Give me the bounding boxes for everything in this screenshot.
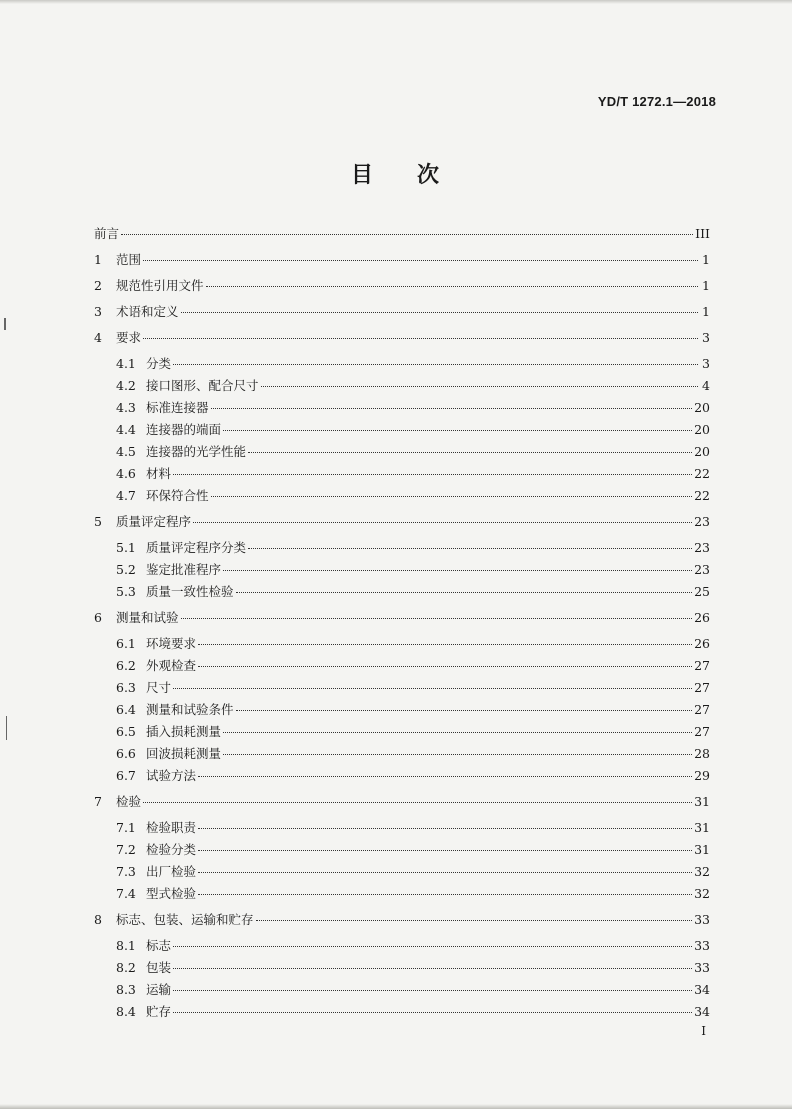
toc-entry-label: 型式检验 bbox=[146, 886, 197, 901]
toc-entry-page: 23 bbox=[694, 514, 710, 529]
toc-entry-label: 标志 bbox=[146, 938, 172, 953]
toc-leader-dots bbox=[173, 946, 692, 947]
toc-leader-dots bbox=[198, 872, 692, 873]
toc-leader-dots bbox=[223, 732, 692, 733]
toc-leader-dots bbox=[198, 828, 692, 829]
toc-entry-page: 22 bbox=[694, 466, 710, 481]
toc-entry-label: 分类 bbox=[146, 356, 172, 371]
toc-entry-number: 6.7 bbox=[116, 768, 136, 783]
toc-entry-page: 28 bbox=[694, 746, 710, 761]
toc-entry-page: 23 bbox=[694, 540, 710, 555]
toc-entry[interactable] bbox=[94, 398, 710, 420]
toc-entry-page: 22 bbox=[694, 488, 710, 503]
toc-entry-label: 标志、包装、运输和贮存 bbox=[116, 912, 254, 927]
toc-entry[interactable] bbox=[94, 936, 710, 958]
toc-entry[interactable] bbox=[94, 464, 710, 486]
toc-entry-page: 26 bbox=[694, 636, 710, 651]
toc-entry-page: 20 bbox=[694, 444, 710, 459]
toc-entry-label: 连接器的端面 bbox=[146, 422, 222, 437]
toc-entry-page: 1 bbox=[702, 252, 710, 267]
toc-entry-page: 27 bbox=[694, 680, 710, 695]
page-number: I bbox=[701, 1024, 706, 1038]
toc-entry-label: 前言 bbox=[94, 226, 120, 241]
toc-entry-number: 7.3 bbox=[116, 864, 136, 879]
toc-entry-page: 20 bbox=[694, 422, 710, 437]
toc-entry[interactable] bbox=[94, 910, 710, 932]
toc-entry[interactable] bbox=[94, 722, 710, 744]
toc-entry-number: 5.1 bbox=[116, 540, 136, 555]
toc-entry[interactable] bbox=[94, 608, 710, 630]
toc-entry-page: 34 bbox=[694, 1004, 710, 1019]
toc-leader-dots bbox=[248, 548, 692, 549]
toc-entry-label: 检验职责 bbox=[146, 820, 197, 835]
toc-entry-page: 23 bbox=[694, 562, 710, 577]
toc-entry[interactable] bbox=[94, 442, 710, 464]
toc-leader-dots bbox=[173, 364, 698, 365]
toc-entry-number: 7.1 bbox=[116, 820, 136, 835]
toc-leader-dots bbox=[223, 570, 692, 571]
toc-entry-label: 出厂检验 bbox=[146, 864, 197, 879]
toc-leader-dots bbox=[173, 968, 692, 969]
toc-entry-page: 1 bbox=[702, 278, 710, 293]
scan-edge-bottom bbox=[0, 1104, 792, 1109]
toc-entry[interactable] bbox=[94, 862, 710, 884]
toc-leader-dots bbox=[256, 920, 693, 921]
toc-entry-label: 质量评定程序 bbox=[116, 514, 192, 529]
toc-entry[interactable] bbox=[94, 766, 710, 788]
toc-entry-number: 7 bbox=[94, 794, 102, 809]
table-of-contents bbox=[94, 224, 710, 1024]
toc-entry[interactable] bbox=[94, 224, 710, 246]
toc-entry-label: 鉴定批准程序 bbox=[146, 562, 222, 577]
toc-entry-label: 环境要求 bbox=[146, 636, 197, 651]
scan-artifact bbox=[6, 716, 7, 740]
toc-entry-label: 标准连接器 bbox=[146, 400, 209, 415]
toc-entry[interactable] bbox=[94, 656, 710, 678]
toc-entry-page: 29 bbox=[694, 768, 710, 783]
toc-entry-label: 外观检查 bbox=[146, 658, 197, 673]
toc-entry-number: 8.2 bbox=[116, 960, 136, 975]
toc-entry-number: 4.2 bbox=[116, 378, 136, 393]
toc-entry-number: 4.3 bbox=[116, 400, 136, 415]
toc-leader-dots bbox=[198, 666, 692, 667]
toc-entry-number: 8 bbox=[94, 912, 102, 927]
toc-entry[interactable] bbox=[94, 980, 710, 1002]
toc-entry[interactable] bbox=[94, 512, 710, 534]
toc-entry-number: 2 bbox=[94, 278, 102, 293]
toc-leader-dots bbox=[143, 802, 692, 803]
toc-leader-dots bbox=[193, 522, 692, 523]
toc-entry-page: 31 bbox=[694, 842, 710, 857]
page-title bbox=[0, 158, 792, 189]
toc-entry-number: 4.7 bbox=[116, 488, 136, 503]
toc-entry-number: 6.6 bbox=[116, 746, 136, 761]
toc-entry-label: 质量评定程序分类 bbox=[146, 540, 247, 555]
toc-entry-number: 8.1 bbox=[116, 938, 136, 953]
toc-entry-label: 尺寸 bbox=[146, 680, 172, 695]
toc-entry-number: 5 bbox=[94, 514, 102, 529]
title-char-1: 目 bbox=[350, 163, 375, 188]
toc-entry-label: 术语和定义 bbox=[116, 304, 179, 319]
toc-leader-dots bbox=[236, 710, 693, 711]
toc-entry-label: 试验方法 bbox=[146, 768, 197, 783]
toc-leader-dots bbox=[173, 474, 692, 475]
toc-entry[interactable] bbox=[94, 250, 710, 272]
toc-leader-dots bbox=[223, 430, 692, 431]
toc-entry-label: 插入损耗测量 bbox=[146, 724, 222, 739]
toc-leader-dots bbox=[236, 592, 693, 593]
toc-entry-number: 7.4 bbox=[116, 886, 136, 901]
document-code: YD/T 1272.1—2018 bbox=[597, 94, 716, 109]
toc-entry-number: 4.6 bbox=[116, 466, 136, 481]
toc-entry-page: 27 bbox=[694, 724, 710, 739]
toc-entry-label: 范围 bbox=[116, 252, 142, 267]
toc-entry-number: 4.4 bbox=[116, 422, 136, 437]
toc-entry-label: 质量一致性检验 bbox=[146, 584, 234, 599]
toc-leader-dots bbox=[211, 496, 693, 497]
toc-entry-page: 25 bbox=[694, 584, 710, 599]
toc-leader-dots bbox=[143, 338, 698, 339]
toc-entry-label: 接口图形、配合尺寸 bbox=[146, 378, 259, 393]
toc-entry-number: 5.3 bbox=[116, 584, 136, 599]
toc-entry-label: 运输 bbox=[146, 982, 172, 997]
toc-entry[interactable] bbox=[94, 302, 710, 324]
toc-entry-label: 测量和试验条件 bbox=[146, 702, 234, 717]
toc-entry-page: 3 bbox=[702, 330, 710, 345]
toc-entry[interactable] bbox=[94, 376, 710, 398]
toc-entry-page: 1 bbox=[702, 304, 710, 319]
toc-entry[interactable] bbox=[94, 818, 710, 840]
toc-leader-dots bbox=[223, 754, 692, 755]
toc-entry-number: 8.4 bbox=[116, 1004, 136, 1019]
toc-leader-dots bbox=[198, 644, 692, 645]
toc-entry-label: 材料 bbox=[146, 466, 172, 481]
toc-entry-label: 包装 bbox=[146, 960, 172, 975]
toc-entry-number: 6 bbox=[94, 610, 102, 625]
toc-entry[interactable] bbox=[94, 1002, 710, 1024]
toc-entry[interactable] bbox=[94, 328, 710, 350]
toc-entry-page: 27 bbox=[694, 658, 710, 673]
toc-entry-page: 34 bbox=[694, 982, 710, 997]
toc-entry-number: 6.5 bbox=[116, 724, 136, 739]
toc-leader-dots bbox=[121, 234, 693, 235]
toc-entry[interactable] bbox=[94, 840, 710, 862]
toc-entry[interactable] bbox=[94, 560, 710, 582]
toc-entry[interactable] bbox=[94, 792, 710, 814]
toc-leader-dots bbox=[206, 286, 698, 287]
scan-artifact bbox=[4, 318, 6, 330]
toc-entry-number: 4.1 bbox=[116, 356, 136, 371]
toc-entry-number: 8.3 bbox=[116, 982, 136, 997]
toc-entry-page: 4 bbox=[702, 378, 710, 393]
toc-entry-number: 5.2 bbox=[116, 562, 136, 577]
toc-leader-dots bbox=[143, 260, 698, 261]
toc-entry-page: 27 bbox=[694, 702, 710, 717]
toc-entry[interactable] bbox=[94, 582, 710, 604]
toc-leader-dots bbox=[181, 312, 698, 313]
toc-entry-page: 32 bbox=[694, 886, 710, 901]
toc-entry-number: 1 bbox=[94, 252, 102, 267]
toc-entry-page: 31 bbox=[694, 820, 710, 835]
toc-entry-page: 32 bbox=[694, 864, 710, 879]
toc-entry-page: III bbox=[695, 226, 710, 241]
toc-entry[interactable] bbox=[94, 538, 710, 560]
toc-leader-dots bbox=[261, 386, 698, 387]
toc-entry-number: 6.4 bbox=[116, 702, 136, 717]
toc-entry-page: 3 bbox=[702, 356, 710, 371]
toc-entry-number: 6.1 bbox=[116, 636, 136, 651]
toc-entry-page: 33 bbox=[694, 960, 710, 975]
toc-entry-label: 贮存 bbox=[146, 1004, 172, 1019]
toc-entry[interactable] bbox=[94, 958, 710, 980]
toc-leader-dots bbox=[173, 1012, 692, 1013]
toc-entry[interactable] bbox=[94, 486, 710, 508]
toc-entry-page: 26 bbox=[694, 610, 710, 625]
toc-entry-number: 7.2 bbox=[116, 842, 136, 857]
toc-entry-label: 规范性引用文件 bbox=[116, 278, 204, 293]
toc-leader-dots bbox=[211, 408, 693, 409]
toc-entry[interactable] bbox=[94, 700, 710, 722]
toc-entry[interactable] bbox=[94, 420, 710, 442]
toc-entry-page: 31 bbox=[694, 794, 710, 809]
toc-leader-dots bbox=[198, 850, 692, 851]
toc-entry-page: 20 bbox=[694, 400, 710, 415]
toc-leader-dots bbox=[198, 776, 692, 777]
toc-entry-label: 回波损耗测量 bbox=[146, 746, 222, 761]
toc-entry[interactable] bbox=[94, 678, 710, 700]
toc-entry[interactable] bbox=[94, 354, 710, 376]
toc-leader-dots bbox=[181, 618, 693, 619]
title-char-2: 次 bbox=[417, 163, 442, 188]
toc-entry-label: 环保符合性 bbox=[146, 488, 209, 503]
toc-entry-label: 要求 bbox=[116, 330, 142, 345]
toc-entry-label: 测量和试验 bbox=[116, 610, 179, 625]
toc-entry-number: 6.2 bbox=[116, 658, 136, 673]
toc-entry-label: 连接器的光学性能 bbox=[146, 444, 247, 459]
scan-edge-top bbox=[0, 0, 792, 4]
toc-entry-number: 4.5 bbox=[116, 444, 136, 459]
toc-entry[interactable] bbox=[94, 744, 710, 766]
toc-entry-label: 检验 bbox=[116, 794, 142, 809]
toc-entry[interactable] bbox=[94, 634, 710, 656]
toc-entry-page: 33 bbox=[694, 938, 710, 953]
toc-entry[interactable] bbox=[94, 276, 710, 298]
toc-entry[interactable] bbox=[94, 884, 710, 906]
toc-leader-dots bbox=[248, 452, 692, 453]
toc-entry-label: 检验分类 bbox=[146, 842, 197, 857]
toc-entry-number: 6.3 bbox=[116, 680, 136, 695]
toc-entry-number: 3 bbox=[94, 304, 102, 319]
toc-entry-page: 33 bbox=[694, 912, 710, 927]
toc-entry-number: 4 bbox=[94, 330, 102, 345]
toc-leader-dots bbox=[173, 990, 692, 991]
toc-leader-dots bbox=[173, 688, 692, 689]
toc-leader-dots bbox=[198, 894, 692, 895]
